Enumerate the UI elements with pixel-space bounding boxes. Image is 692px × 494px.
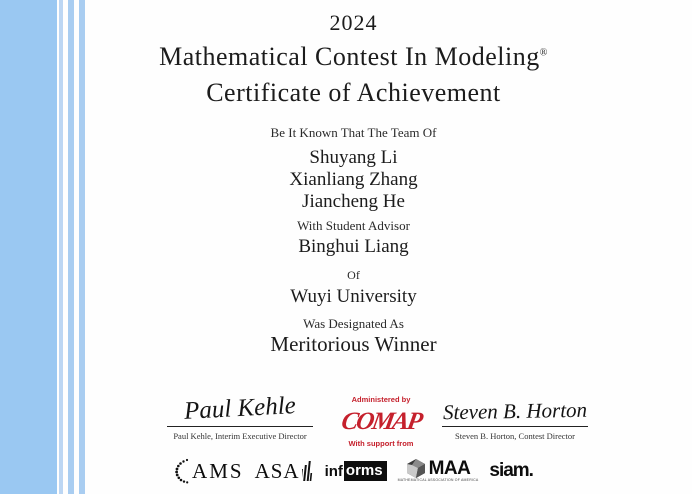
ams-logo-text: AMS <box>192 458 244 483</box>
comap-logo-block <box>330 395 432 448</box>
informs-logo-prefix: inf <box>324 462 343 480</box>
maa-logo <box>398 459 479 483</box>
siam-logo-text: siam. <box>489 460 533 481</box>
with-support-from-label: With support from <box>348 439 414 448</box>
of-label: Of <box>347 268 360 282</box>
maa-logo-text: MAA <box>428 458 471 480</box>
advisor-name: Binghui Liang <box>298 236 409 257</box>
designation-label: Was Designated As <box>303 316 404 331</box>
team-member-3: Jiancheng He <box>302 191 405 212</box>
signature-steven-horton: Steven B. Horton <box>442 397 588 425</box>
designation-award: Meritorious Winner <box>270 332 437 356</box>
team-member-2: Xianliang Zhang <box>289 169 418 190</box>
title-text: Mathematical Contest In Modeling <box>159 42 540 71</box>
sponsor-logos-row <box>85 455 622 487</box>
informs-logo-suffix: orms <box>344 461 387 481</box>
administered-by-label: Administered by <box>351 395 411 404</box>
asa-logo-text: ASA <box>254 458 300 483</box>
certificate-year: 2024 <box>329 10 378 35</box>
team-member-1: Shuyang Li <box>309 147 398 168</box>
left-stripe-2 <box>68 0 74 494</box>
informs-logo <box>325 461 387 481</box>
asa-bars-icon <box>302 459 314 483</box>
ams-logo <box>174 458 244 484</box>
signature-caption: Steven B. Horton, Contest Director <box>455 431 575 441</box>
signature-paul-kehle: Paul Kehle <box>183 392 297 425</box>
comap-logo: COMAP <box>339 408 423 435</box>
left-stripe-1 <box>59 0 63 494</box>
signature-caption: Paul Kehle, Interim Executive Director <box>173 431 307 441</box>
advisor-label: With Student Advisor <box>297 218 410 233</box>
intro-label: Be It Known That The Team Of <box>270 125 437 140</box>
signature-block-contest-director <box>440 394 590 441</box>
siam-logo <box>489 460 533 482</box>
maa-logo-caption: MATHEMATICAL ASSOCIATION OF AMERICA <box>397 478 479 483</box>
asa-logo <box>255 459 314 484</box>
signature-block-executive-director <box>165 394 315 441</box>
certificate-title-line1 <box>85 42 622 72</box>
ams-dots-arc-icon <box>174 458 190 484</box>
institution-name: Wuyi University <box>290 286 417 307</box>
left-blue-band <box>0 0 57 494</box>
maa-polyhedron-icon <box>406 459 426 478</box>
registered-trademark-symbol: ® <box>539 47 548 59</box>
certificate-title-line2: Certificate of Achievement <box>206 78 501 107</box>
